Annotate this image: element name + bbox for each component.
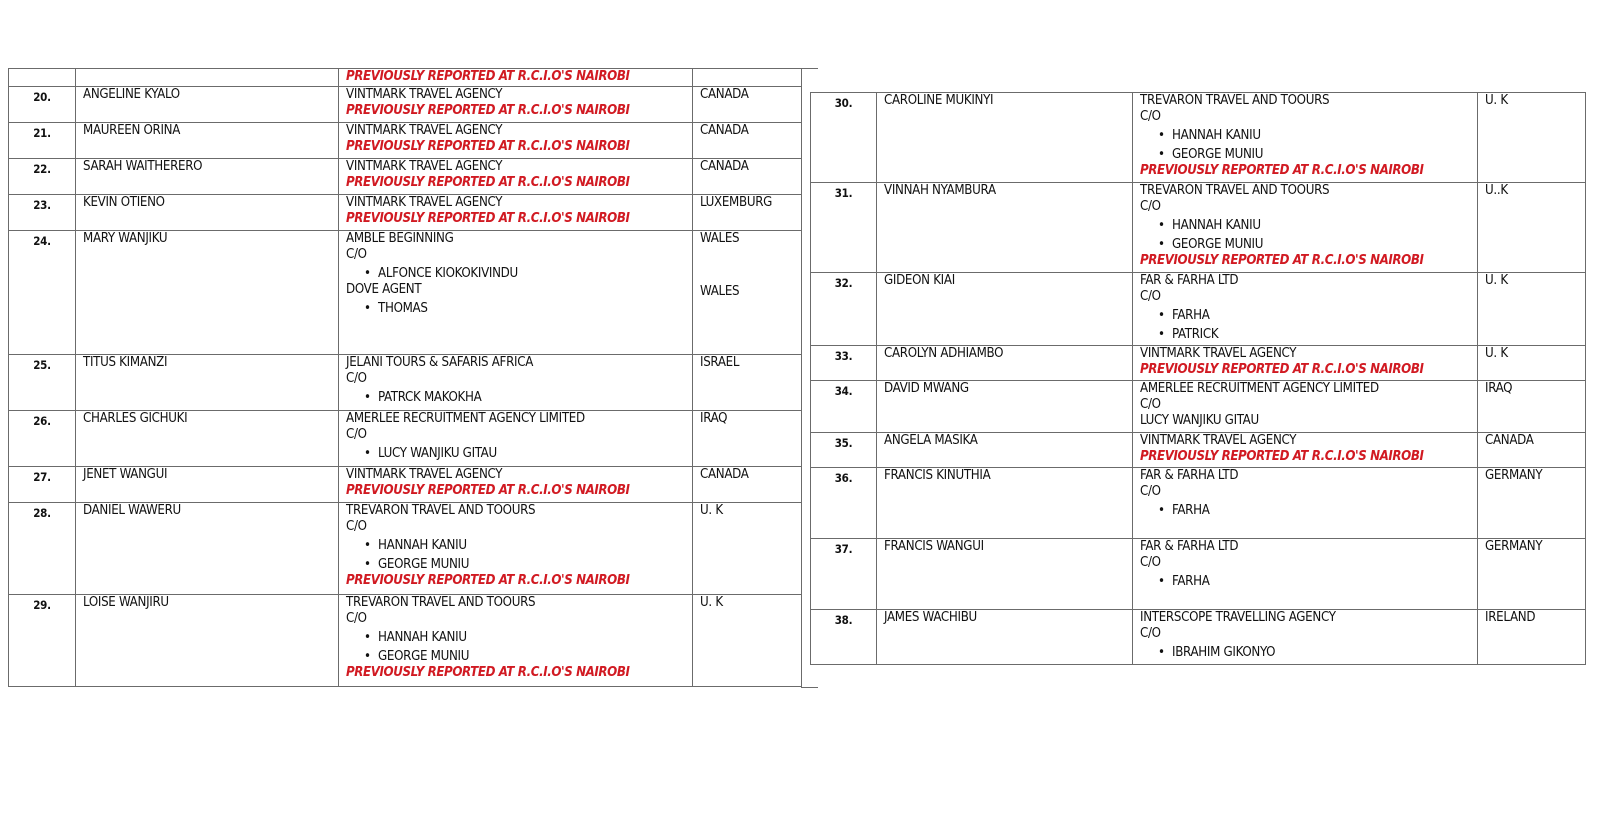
agency-cell [339, 69, 693, 87]
contact-person: • GEORGE MUNIU [346, 649, 692, 665]
agency-line: FAR & FARHA LTD [1140, 539, 1239, 554]
country-line: GERMANY [1485, 468, 1543, 483]
person-name: CAROLINE MUKINYI [877, 93, 1133, 183]
destination-country [693, 87, 802, 123]
previously-reported-note: PREVIOUSLY REPORTED AT R.C.I.O'S NAIROBI [346, 211, 630, 226]
row-number: 33. [811, 346, 877, 381]
row-number: 23. [9, 195, 76, 231]
agency-cell [1133, 93, 1478, 183]
country-line: IRAQ [1485, 381, 1513, 396]
country-line: U. K [700, 595, 723, 610]
previously-reported-note: PREVIOUSLY REPORTED AT R.C.I.O'S NAIROBI [346, 665, 630, 680]
table-row [9, 87, 802, 123]
previously-reported-note: PREVIOUSLY REPORTED AT R.C.I.O'S NAIROBI [346, 483, 630, 498]
row-number [9, 69, 76, 87]
destination-country [1478, 183, 1586, 273]
agency-cell [1133, 433, 1478, 468]
country-line: U. K [700, 503, 723, 518]
row-number: 34. [811, 381, 877, 433]
agency-line: C/O [1140, 484, 1161, 499]
right-records-table [810, 92, 1586, 665]
agency-line: LUCY WANJIKU GITAU [1140, 413, 1259, 428]
row-number: 22. [9, 159, 76, 195]
person-name: TITUS KIMANZI [76, 355, 339, 411]
person-name: DANIEL WAWERU [76, 503, 339, 595]
agency-line: VINTMARK TRAVEL AGENCY [346, 159, 503, 174]
previously-reported-note: PREVIOUSLY REPORTED AT R.C.I.O'S NAIROBI [1140, 163, 1424, 178]
country-line: IRAQ [700, 411, 728, 426]
agency-cell [1133, 346, 1478, 381]
contact-person: • PATRICK [1140, 327, 1477, 343]
destination-country [693, 69, 802, 87]
agency-cell [339, 595, 693, 687]
previously-reported-note: PREVIOUSLY REPORTED AT R.C.I.O'S NAIROBI [346, 573, 630, 588]
table-row [811, 93, 1586, 183]
row-number: 24. [9, 231, 76, 355]
destination-country [1478, 539, 1586, 610]
contact-person: • GEORGE MUNIU [1140, 237, 1477, 253]
destination-country [1478, 346, 1586, 381]
row-number: 35. [811, 433, 877, 468]
agency-line: AMBLE BEGINNING [346, 231, 454, 246]
table-border-extension [801, 687, 818, 688]
agency-cell [339, 355, 693, 411]
person-name: MAUREEN ORINA [76, 123, 339, 159]
row-number: 25. [9, 355, 76, 411]
previously-reported-note: PREVIOUSLY REPORTED AT R.C.I.O'S NAIROBI [346, 69, 630, 84]
person-name: JENET WANGUI [76, 467, 339, 503]
agency-line: AMERLEE RECRUITMENT AGENCY LIMITED [1140, 381, 1379, 396]
table-row [9, 411, 802, 467]
destination-country [1478, 93, 1586, 183]
agency-cell [339, 159, 693, 195]
contact-person: • FARHA [1140, 574, 1477, 590]
agency-line: C/O [346, 519, 367, 534]
agency-line: C/O [1140, 397, 1161, 412]
table-row [9, 231, 802, 355]
person-name: FRANCIS WANGUI [877, 539, 1133, 610]
person-name: SARAH WAITHERERO [76, 159, 339, 195]
agency-line: C/O [1140, 199, 1161, 214]
destination-country [693, 355, 802, 411]
destination-country [1478, 433, 1586, 468]
destination-country [693, 411, 802, 467]
agency-cell [1133, 610, 1478, 665]
country-line: LUXEMBURG [700, 195, 773, 210]
destination-country [1478, 273, 1586, 346]
row-number: 38. [811, 610, 877, 665]
person-name: DAVID MWANG [877, 381, 1133, 433]
country-line: IRELAND [1485, 610, 1536, 625]
contact-person: • FARHA [1140, 503, 1477, 519]
agency-line: AMERLEE RECRUITMENT AGENCY LIMITED [346, 411, 585, 426]
table-row [811, 468, 1586, 539]
country-line: U. K [1485, 273, 1508, 288]
person-name: ANGELINE KYALO [76, 87, 339, 123]
agency-line: C/O [346, 611, 367, 626]
table-row [9, 355, 802, 411]
agency-line: TREVARON TRAVEL AND TOOURS [346, 595, 536, 610]
destination-country [693, 231, 802, 355]
country-line: WALES [700, 231, 740, 246]
agency-cell [339, 195, 693, 231]
destination-country [693, 123, 802, 159]
contact-person: • PATRCK MAKOKHA [346, 390, 692, 406]
agency-line: VINTMARK TRAVEL AGENCY [346, 123, 503, 138]
destination-country [693, 195, 802, 231]
agency-line: VINTMARK TRAVEL AGENCY [1140, 433, 1297, 448]
row-number: 28. [9, 503, 76, 595]
row-number: 31. [811, 183, 877, 273]
destination-country [1478, 468, 1586, 539]
left-records-table [8, 68, 802, 687]
agency-cell [339, 467, 693, 503]
country-line: CANADA [700, 159, 749, 174]
table-row [9, 195, 802, 231]
table-row [811, 433, 1586, 468]
destination-country [693, 595, 802, 687]
agency-line: INTERSCOPE TRAVELLING AGENCY [1140, 610, 1336, 625]
agency-cell [339, 87, 693, 123]
table-row [9, 595, 802, 687]
agency-line: C/O [1140, 109, 1161, 124]
country-line: CANADA [700, 123, 749, 138]
person-name: CHARLES GICHUKI [76, 411, 339, 467]
previously-reported-note: PREVIOUSLY REPORTED AT R.C.I.O'S NAIROBI [346, 175, 630, 190]
agency-line: C/O [1140, 626, 1161, 641]
destination-country [693, 503, 802, 595]
person-name [76, 69, 339, 87]
table-border-extension [801, 68, 818, 69]
contact-person: • THOMAS [346, 301, 692, 317]
agency-line: TREVARON TRAVEL AND TOOURS [1140, 93, 1330, 108]
agency-cell [339, 411, 693, 467]
table-row-partial [9, 69, 802, 87]
table-row [811, 539, 1586, 610]
person-name: FRANCIS KINUTHIA [877, 468, 1133, 539]
agency-cell [1133, 539, 1478, 610]
agency-line: VINTMARK TRAVEL AGENCY [346, 87, 503, 102]
agency-cell [339, 503, 693, 595]
person-name: GIDEON KIAI [877, 273, 1133, 346]
agency-line: C/O [346, 247, 367, 262]
agency-cell [339, 123, 693, 159]
previously-reported-note: PREVIOUSLY REPORTED AT R.C.I.O'S NAIROBI [346, 103, 630, 118]
person-name: LOISE WANJIRU [76, 595, 339, 687]
contact-person: • LUCY WANJIKU GITAU [346, 446, 692, 462]
previously-reported-note: PREVIOUSLY REPORTED AT R.C.I.O'S NAIROBI [1140, 362, 1424, 377]
previously-reported-note: PREVIOUSLY REPORTED AT R.C.I.O'S NAIROBI [1140, 253, 1424, 268]
destination-country [693, 159, 802, 195]
table-row [9, 123, 802, 159]
country-line: ISRAEL [700, 355, 740, 370]
agency-line: VINTMARK TRAVEL AGENCY [1140, 346, 1297, 361]
destination-country [1478, 381, 1586, 433]
row-number: 30. [811, 93, 877, 183]
contact-person: • GEORGE MUNIU [346, 557, 692, 573]
agency-line: TREVARON TRAVEL AND TOOURS [1140, 183, 1330, 198]
agency-line: C/O [346, 371, 367, 386]
table-row [811, 346, 1586, 381]
agency-line: C/O [1140, 555, 1161, 570]
row-number: 37. [811, 539, 877, 610]
row-number: 21. [9, 123, 76, 159]
country-line: WALES [700, 284, 740, 299]
table-row [811, 610, 1586, 665]
destination-country [693, 467, 802, 503]
row-number: 27. [9, 467, 76, 503]
agency-cell [1133, 273, 1478, 346]
country-line: CANADA [1485, 433, 1534, 448]
contact-person: • HANNAH KANIU [1140, 218, 1477, 234]
contact-person: • ALFONCE KIOKOKIVINDU [346, 266, 692, 282]
table-row [9, 159, 802, 195]
person-name: VINNAH NYAMBURA [877, 183, 1133, 273]
contact-person: • HANNAH KANIU [346, 538, 692, 554]
contact-person: • HANNAH KANIU [346, 630, 692, 646]
person-name: ANGELA MASIKA [877, 433, 1133, 468]
agency-cell [1133, 183, 1478, 273]
contact-person: • FARHA [1140, 308, 1477, 324]
agency-cell [1133, 381, 1478, 433]
agency-line: FAR & FARHA LTD [1140, 273, 1239, 288]
person-name: JAMES WACHIBU [877, 610, 1133, 665]
agency-cell [1133, 468, 1478, 539]
country-line: U. K [1485, 93, 1508, 108]
table-row [811, 273, 1586, 346]
country-line: GERMANY [1485, 539, 1543, 554]
previously-reported-note: PREVIOUSLY REPORTED AT R.C.I.O'S NAIROBI [346, 139, 630, 154]
table-row [811, 183, 1586, 273]
contact-person: • HANNAH KANIU [1140, 128, 1477, 144]
agency-line: VINTMARK TRAVEL AGENCY [346, 195, 503, 210]
agency-line: C/O [346, 427, 367, 442]
destination-country [1478, 610, 1586, 665]
row-number: 20. [9, 87, 76, 123]
agency-cell [339, 231, 693, 355]
agency-line: VINTMARK TRAVEL AGENCY [346, 467, 503, 482]
contact-person: • GEORGE MUNIU [1140, 147, 1477, 163]
previously-reported-note: PREVIOUSLY REPORTED AT R.C.I.O'S NAIROBI [1140, 449, 1424, 464]
agency-line: TREVARON TRAVEL AND TOOURS [346, 503, 536, 518]
country-line: CANADA [700, 467, 749, 482]
contact-person: • IBRAHIM GIKONYO [1140, 645, 1477, 661]
table-row [9, 503, 802, 595]
row-number: 36. [811, 468, 877, 539]
agency-line: C/O [1140, 289, 1161, 304]
country-line: U..K [1485, 183, 1508, 198]
table-row [9, 467, 802, 503]
agency-line: DOVE AGENT [346, 282, 422, 297]
row-number: 29. [9, 595, 76, 687]
table-row [811, 381, 1586, 433]
person-name: MARY WANJIKU [76, 231, 339, 355]
row-number: 32. [811, 273, 877, 346]
agency-line: JELANI TOURS & SAFARIS AFRICA [346, 355, 534, 370]
row-number: 26. [9, 411, 76, 467]
person-name: KEVIN OTIENO [76, 195, 339, 231]
person-name: CAROLYN ADHIAMBO [877, 346, 1133, 381]
country-line: U. K [1485, 346, 1508, 361]
country-line: CANADA [700, 87, 749, 102]
agency-line: FAR & FARHA LTD [1140, 468, 1239, 483]
